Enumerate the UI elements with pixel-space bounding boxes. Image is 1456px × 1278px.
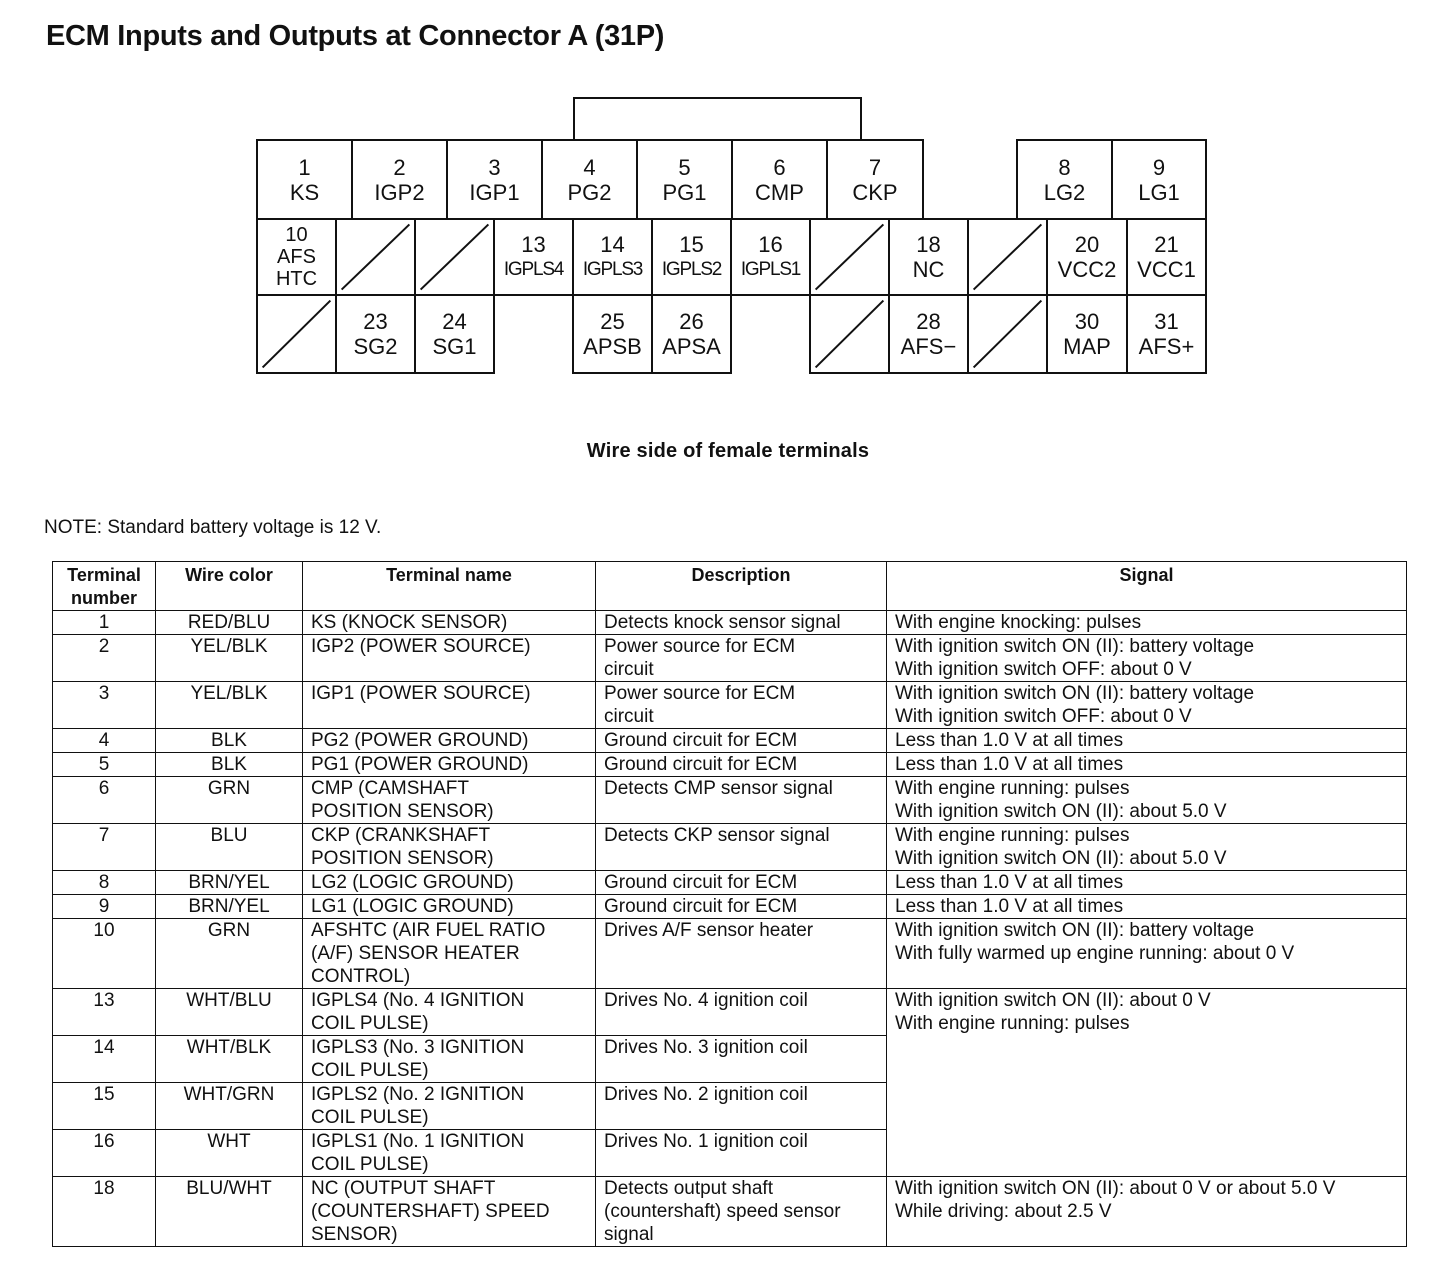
terminal-label: LG2 <box>1043 179 1086 205</box>
text-line: LG2 (LOGIC GROUND) <box>311 872 514 893</box>
terminal-number: 3 <box>488 154 501 180</box>
terminal-9 <box>1111 139 1207 220</box>
terminal-empty <box>967 294 1048 374</box>
cell-signal <box>887 1177 1407 1247</box>
header-terminal-name: Terminal name <box>303 562 596 611</box>
cell-description <box>596 1036 887 1083</box>
terminal-label: IGPLS1 <box>740 259 801 280</box>
cell-terminal-name <box>303 753 596 777</box>
text-line: (COUNTERSHAFT) SPEED <box>311 1201 550 1222</box>
connector-lock-tab <box>573 97 862 139</box>
terminal-label: AFS+ <box>1138 334 1195 359</box>
text-line: Less than 1.0 V at all times <box>895 896 1124 917</box>
terminal-number: 31 <box>1154 309 1179 334</box>
header-terminal-number <box>53 562 156 611</box>
header-wire-color: Wire color <box>156 562 303 611</box>
text-line: With ignition switch ON (II): battery voltage <box>895 920 1255 941</box>
cell-description <box>596 682 887 729</box>
cell-terminal-name <box>303 1036 596 1083</box>
text-line: Drives No. 4 ignition coil <box>604 990 808 1011</box>
slash-mark <box>969 220 1046 294</box>
text-line: circuit <box>604 706 654 727</box>
terminal-label: HTC <box>275 268 318 290</box>
diagram-caption: Wire side of female terminals <box>586 440 870 462</box>
terminal-26 <box>651 294 732 374</box>
text-line: Detects CKP sensor signal <box>604 825 830 846</box>
cell-wire-color: BLK <box>156 729 303 753</box>
terminal-7 <box>826 139 924 220</box>
slash-mark <box>337 220 414 294</box>
cell-terminal-number: 8 <box>53 871 156 895</box>
terminal-18 <box>888 218 969 296</box>
terminal-number: 9 <box>1152 154 1166 180</box>
cell-signal <box>887 682 1407 729</box>
cell-terminal-number: 10 <box>53 919 156 989</box>
text-line: (countershaft) speed sensor <box>604 1201 841 1222</box>
cell-signal <box>887 895 1407 919</box>
text-line: With ignition switch ON (II): battery voltage <box>895 683 1255 704</box>
cell-terminal-name <box>303 824 596 871</box>
cell-description <box>596 753 887 777</box>
cell-terminal-name <box>303 1083 596 1130</box>
terminal-label: VCC2 <box>1057 257 1117 282</box>
terminal-16 <box>730 218 811 296</box>
terminal-number: 28 <box>916 309 941 334</box>
cell-terminal-number: 4 <box>53 729 156 753</box>
cell-terminal-number: 15 <box>53 1083 156 1130</box>
terminal-number: 21 <box>1154 232 1179 257</box>
text-line: Detects CMP sensor signal <box>604 778 833 799</box>
terminal-10 <box>256 218 337 296</box>
terminal-number: 26 <box>679 309 704 334</box>
cell-terminal-number: 2 <box>53 635 156 682</box>
terminal-label: IGPLS3 <box>582 259 643 280</box>
text-line: COIL PULSE) <box>311 1107 429 1128</box>
cell-terminal-name <box>303 635 596 682</box>
text-line: Less than 1.0 V at all times <box>895 754 1124 775</box>
cell-wire-color: BLU/WHT <box>156 1177 303 1247</box>
cell-terminal-number: 6 <box>53 777 156 824</box>
terminal-label: LG1 <box>1138 179 1180 205</box>
cell-description <box>596 895 887 919</box>
terminal-number: 25 <box>600 309 625 334</box>
cell-terminal-number: 1 <box>53 611 156 635</box>
terminal-label: AFS <box>277 246 316 268</box>
terminal-label: NC <box>912 257 945 282</box>
text-line: With ignition switch OFF: about 0 V <box>895 706 1192 727</box>
text-line: LG1 (LOGIC GROUND) <box>311 896 514 917</box>
terminal-number: 6 <box>773 154 786 180</box>
text-line: IGP1 (POWER SOURCE) <box>311 683 531 704</box>
cell-description <box>596 1083 887 1130</box>
slash-mark <box>258 296 335 372</box>
cell-wire-color: GRN <box>156 919 303 989</box>
cell-terminal-number: 5 <box>53 753 156 777</box>
table-row <box>53 635 1407 682</box>
terminal-8 <box>1016 139 1113 220</box>
text-line: With ignition switch ON (II): about 5.0 V <box>895 848 1227 869</box>
text-line: With ignition switch ON (II): battery voltage <box>895 636 1255 657</box>
cell-terminal-number: 9 <box>53 895 156 919</box>
terminal-number: 5 <box>678 154 691 180</box>
terminal-label: CKP <box>852 179 898 205</box>
table-row <box>53 777 1407 824</box>
cell-signal <box>887 611 1407 635</box>
terminal-25 <box>572 294 653 374</box>
cell-description <box>596 777 887 824</box>
text-line: CMP (CAMSHAFT <box>311 778 469 799</box>
terminal-2 <box>351 139 448 220</box>
text-line: (A/F) SENSOR HEATER <box>311 943 520 964</box>
slash-mark <box>811 220 888 294</box>
note-text: NOTE: Standard battery voltage is 12 V. <box>44 517 382 538</box>
text-line: IGPLS4 (No. 4 IGNITION <box>311 990 525 1011</box>
text-line: IGPLS3 (No. 3 IGNITION <box>311 1037 525 1058</box>
table-row <box>53 871 1407 895</box>
cell-wire-color: WHT/BLU <box>156 989 303 1036</box>
text-line: CKP (CRANKSHAFT <box>311 825 491 846</box>
terminal-number: 8 <box>1058 154 1071 180</box>
terminal-3 <box>446 139 543 220</box>
cell-wire-color: WHT <box>156 1130 303 1177</box>
terminal-23 <box>335 294 416 374</box>
terminal-15 <box>651 218 732 296</box>
terminal-empty <box>809 218 890 296</box>
table-row <box>53 729 1407 753</box>
terminal-5 <box>636 139 733 220</box>
cell-wire-color: BLU <box>156 824 303 871</box>
text-line: CONTROL) <box>311 966 411 987</box>
text-line: Ground circuit for ECM <box>604 754 798 775</box>
terminal-label: KS <box>289 179 320 205</box>
terminal-label: MAP <box>1063 334 1111 359</box>
text-line: SENSOR) <box>311 1224 398 1245</box>
cell-wire-color: BRN/YEL <box>156 871 303 895</box>
cell-signal <box>887 824 1407 871</box>
terminal-4 <box>541 139 638 220</box>
terminal-number: 20 <box>1074 232 1100 257</box>
terminal-label: IGPLS2 <box>661 259 722 280</box>
slash-mark <box>811 296 888 372</box>
cell-signal <box>887 635 1407 682</box>
cell-terminal-number: 14 <box>53 1036 156 1083</box>
terminal-24 <box>414 294 495 374</box>
terminal-number: 23 <box>363 309 388 334</box>
text-line: POSITION SENSOR) <box>311 848 494 869</box>
text-line: Drives No. 2 ignition coil <box>604 1084 808 1105</box>
terminal-number: 7 <box>868 154 882 180</box>
cell-terminal-name <box>303 611 596 635</box>
cell-description <box>596 729 887 753</box>
text-line: With engine knocking: pulses <box>895 612 1142 633</box>
terminal-label: IGP1 <box>469 179 520 205</box>
cell-terminal-number: 7 <box>53 824 156 871</box>
terminal-number: 24 <box>442 309 467 334</box>
terminal-number: 2 <box>393 154 406 180</box>
terminal-6 <box>731 139 828 220</box>
table-row <box>53 919 1407 989</box>
cell-description <box>596 635 887 682</box>
text-line: Detects knock sensor signal <box>604 612 841 633</box>
text-line: AFSHTC (AIR FUEL RATIO <box>311 920 546 941</box>
terminal-number: 18 <box>916 232 941 257</box>
header-line: Terminal <box>67 565 141 585</box>
cell-description <box>596 611 887 635</box>
text-line: IGPLS1 (No. 1 IGNITION <box>311 1131 525 1152</box>
text-line: Less than 1.0 V at all times <box>895 872 1124 893</box>
terminal-label: APSA <box>662 334 721 359</box>
cell-terminal-name <box>303 682 596 729</box>
text-line: Less than 1.0 V at all times <box>895 730 1124 751</box>
cell-signal <box>887 989 1407 1177</box>
terminal-empty <box>256 294 337 374</box>
terminal-label: IGP2 <box>374 179 425 205</box>
text-line: While driving: about 2.5 V <box>895 1201 1112 1222</box>
cell-wire-color: WHT/GRN <box>156 1083 303 1130</box>
terminal-empty <box>809 294 890 374</box>
text-line: With ignition switch OFF: about 0 V <box>895 659 1192 680</box>
terminal-empty <box>967 218 1048 296</box>
cell-signal <box>887 871 1407 895</box>
terminal-number: 13 <box>521 232 546 257</box>
table-row <box>53 824 1407 871</box>
text-line: Drives No. 1 ignition coil <box>604 1131 808 1152</box>
terminal-empty <box>335 218 416 296</box>
text-line: Ground circuit for ECM <box>604 872 798 893</box>
cell-wire-color: YEL/BLK <box>156 635 303 682</box>
cell-terminal-number: 18 <box>53 1177 156 1247</box>
cell-description <box>596 1130 887 1177</box>
cell-terminal-number: 16 <box>53 1130 156 1177</box>
text-line: With engine running: pulses <box>895 825 1130 846</box>
text-line: PG2 (POWER GROUND) <box>311 730 529 751</box>
slash-mark <box>969 296 1046 372</box>
terminal-label: AFS− <box>900 334 957 359</box>
terminal-28 <box>888 294 969 374</box>
terminal-label: SG1 <box>432 334 477 359</box>
terminal-31 <box>1126 294 1207 374</box>
cell-terminal-name <box>303 1130 596 1177</box>
text-line: POSITION SENSOR) <box>311 801 494 822</box>
header-description: Description <box>596 562 887 611</box>
table-row <box>53 895 1407 919</box>
cell-terminal-name <box>303 895 596 919</box>
text-line: signal <box>604 1224 654 1245</box>
table-row <box>53 682 1407 729</box>
cell-description <box>596 989 887 1036</box>
text-line: COIL PULSE) <box>311 1013 429 1034</box>
text-line: Ground circuit for ECM <box>604 730 798 751</box>
terminal-14 <box>572 218 653 296</box>
text-line: IGP2 (POWER SOURCE) <box>311 636 531 657</box>
terminal-label: VCC1 <box>1137 257 1196 282</box>
cell-terminal-name <box>303 777 596 824</box>
cell-terminal-number: 13 <box>53 989 156 1036</box>
cell-terminal-name <box>303 1177 596 1247</box>
cell-signal <box>887 729 1407 753</box>
text-line: With fully warmed up engine running: about 0 V <box>895 943 1295 964</box>
text-line: KS (KNOCK SENSOR) <box>311 612 508 633</box>
cell-wire-color: BLK <box>156 753 303 777</box>
cell-wire-color: BRN/YEL <box>156 895 303 919</box>
terminal-label: IGPLS4 <box>503 259 564 280</box>
text-line: With ignition switch ON (II): about 0 V or about 5.0 V <box>895 1178 1336 1199</box>
cell-wire-color: WHT/BLK <box>156 1036 303 1083</box>
cell-description <box>596 871 887 895</box>
table-row <box>53 989 1407 1036</box>
terminal-label: CMP <box>755 179 804 205</box>
text-line: With ignition switch ON (II): about 5.0 V <box>895 801 1227 822</box>
text-line: NC (OUTPUT SHAFT <box>311 1178 496 1199</box>
terminal-number: 14 <box>600 232 625 257</box>
cell-description <box>596 919 887 989</box>
header-signal: Signal <box>887 562 1407 611</box>
terminal-label: PG1 <box>662 179 707 205</box>
header-line: number <box>70 588 137 608</box>
cell-signal <box>887 753 1407 777</box>
terminal-30 <box>1046 294 1128 374</box>
text-line: circuit <box>604 659 654 680</box>
page-title: ECM Inputs and Outputs at Connector A (31P) <box>46 20 665 52</box>
cell-wire-color: RED/BLU <box>156 611 303 635</box>
terminal-number: 4 <box>583 154 596 180</box>
terminal-21 <box>1126 218 1207 296</box>
text-line: Power source for ECM <box>604 636 796 657</box>
terminal-1 <box>256 139 353 220</box>
terminal-label: APSB <box>583 334 642 359</box>
table-row <box>53 753 1407 777</box>
cell-wire-color: YEL/BLK <box>156 682 303 729</box>
cell-signal <box>887 777 1407 824</box>
terminal-number: 30 <box>1074 309 1100 334</box>
text-line: With engine running: pulses <box>895 1013 1130 1034</box>
terminal-13 <box>493 218 574 296</box>
cell-description <box>596 1177 887 1247</box>
table-row <box>53 611 1407 635</box>
text-line: Detects output shaft <box>604 1178 773 1199</box>
terminal-number: 10 <box>285 224 308 246</box>
text-line: COIL PULSE) <box>311 1154 429 1175</box>
cell-terminal-name <box>303 989 596 1036</box>
text-line: Ground circuit for ECM <box>604 896 798 917</box>
terminal-label: SG2 <box>353 334 398 359</box>
text-line: Drives A/F sensor heater <box>604 920 814 941</box>
terminal-label: PG2 <box>567 179 612 205</box>
terminal-number: 1 <box>298 154 311 180</box>
text-line: COIL PULSE) <box>311 1060 429 1081</box>
cell-terminal-number: 3 <box>53 682 156 729</box>
cell-terminal-name <box>303 871 596 895</box>
cell-signal <box>887 919 1407 989</box>
text-line: IGPLS2 (No. 2 IGNITION <box>311 1084 525 1105</box>
terminal-table <box>52 561 1407 1247</box>
table-row <box>53 1177 1407 1247</box>
text-line: With engine running: pulses <box>895 778 1130 799</box>
connector-diagram <box>0 0 1456 420</box>
cell-terminal-name <box>303 729 596 753</box>
slash-mark <box>416 220 493 294</box>
text-line: Power source for ECM <box>604 683 796 704</box>
terminal-number: 16 <box>758 232 783 257</box>
terminal-number: 15 <box>679 232 704 257</box>
terminal-empty <box>414 218 495 296</box>
text-line: With ignition switch ON (II): about 0 V <box>895 990 1211 1011</box>
text-line: PG1 (POWER GROUND) <box>311 754 529 775</box>
terminal-20 <box>1046 218 1128 296</box>
cell-wire-color: GRN <box>156 777 303 824</box>
cell-terminal-name <box>303 919 596 989</box>
cell-description <box>596 824 887 871</box>
text-line: Drives No. 3 ignition coil <box>604 1037 808 1058</box>
